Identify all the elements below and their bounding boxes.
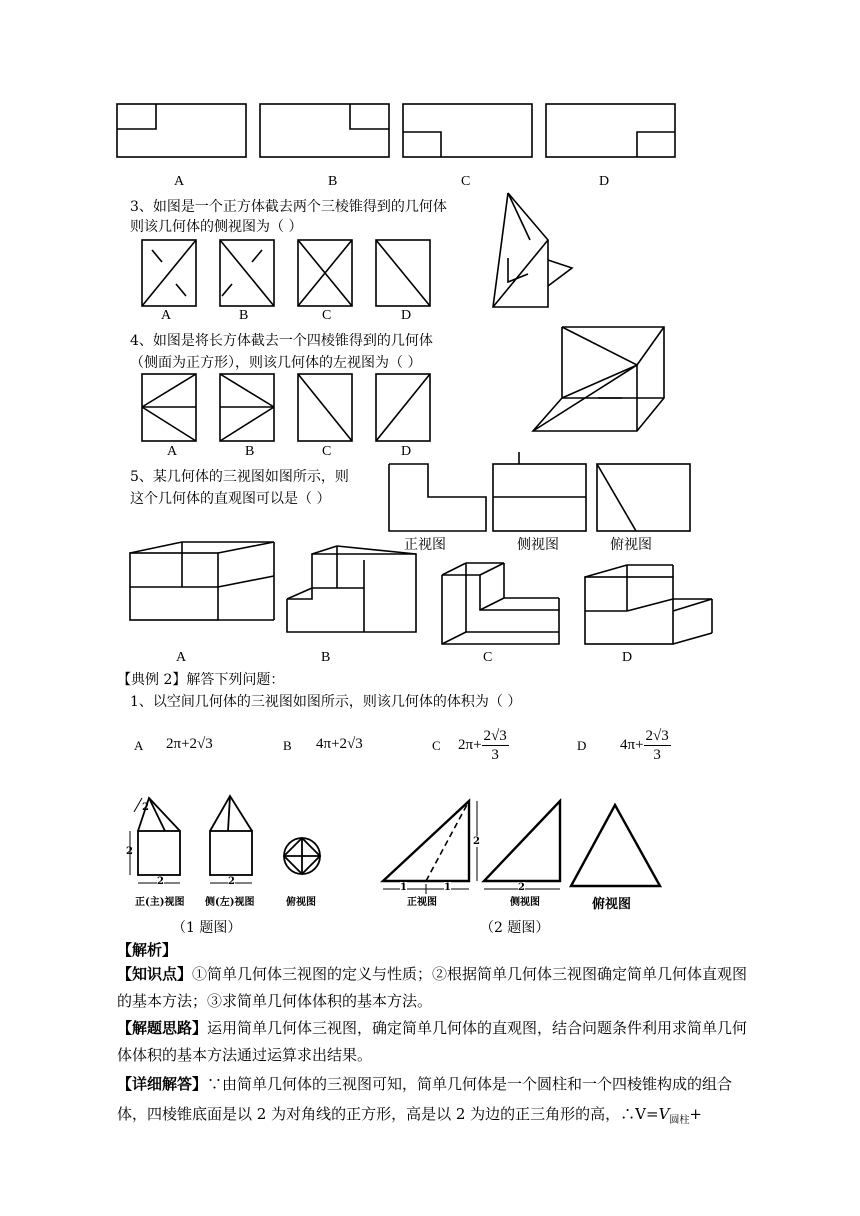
example2-question1: 1、以空间几何体的三视图如图所示，则该几何体的体积为（ ） <box>130 694 522 710</box>
solution-title: 【解析】 <box>117 941 178 959</box>
q3-option-a-figure <box>142 240 196 306</box>
q3-option-a-label: A <box>161 308 172 323</box>
fig1-top-view-label: 俯视图 <box>286 897 316 908</box>
q4-option-a-label: A <box>167 444 178 459</box>
detailed-answer-paragraph <box>117 1069 757 1136</box>
fig1-dim-side-width: 2 <box>228 876 235 887</box>
q4-option-d-label: D <box>401 444 412 459</box>
detail-plus: + <box>689 1105 702 1123</box>
fig2-dim-1-left: 1 <box>400 882 407 893</box>
q2-option-c-figure <box>403 104 532 157</box>
solution-idea-text: 运用简单几何体三视图，确定简单几何体的直观图，结合问题条件利用求简单几何体体积的基本方法通过运算求出结果。 <box>117 1019 748 1064</box>
q3-option-b-label: B <box>239 308 249 323</box>
volume-symbol: V <box>658 1105 670 1123</box>
q5-front-view-figure <box>389 464 486 531</box>
ex2-fig1-side-view <box>210 796 252 883</box>
q4-option-a-figure <box>142 374 196 441</box>
fig2-front-view-label: 正视图 <box>407 897 437 908</box>
knowledge-points-paragraph <box>117 961 757 1015</box>
choice-c-denominator: 3 <box>491 747 499 763</box>
q5-question-line1: 5、某几何体的三视图如图所示，则 <box>130 469 349 485</box>
fig1-caption: （1 题图） <box>172 920 242 936</box>
q5-side-view-label: 侧视图 <box>517 537 559 553</box>
detailed-answer-text: ∵由简单几何体的三视图可知，简单几何体是一个圆柱和一个四棱锥构成的组合体，四棱锥底面是以 2 为对角线的正方形，高是以 2 为边的正三角形的高，∴V= <box>117 1075 733 1123</box>
choice-d-numerator: 2√3 <box>645 728 669 744</box>
q4-option-b-figure <box>220 374 274 441</box>
choice-d-label: D <box>577 738 587 753</box>
example2-heading: 【典例 2】解答下列问题： <box>117 672 285 688</box>
q3-question-line2: 则该几何体的侧视图为（ ） <box>130 219 303 235</box>
q5-option-c-figure <box>442 563 559 644</box>
q5-option-c-label: C <box>483 650 493 665</box>
q5-option-a-label: A <box>176 650 187 665</box>
q4-option-c-label: C <box>322 444 332 459</box>
q5-question-line2: 这个几何体的直观图可以是（ ） <box>130 491 331 507</box>
q2-option-d-figure <box>546 104 675 157</box>
q2-option-b-figure <box>260 104 389 157</box>
knowledge-points-label: 【知识点】 <box>117 965 193 983</box>
fig2-dim-height: 2 <box>473 836 480 847</box>
q5-option-a-figure <box>130 542 274 620</box>
fig1-front-view-label: 正(主)视图 <box>135 897 185 908</box>
q3-question-line1: 3、如图是一个正方体截去两个三棱锥得到的几何体 <box>130 199 447 215</box>
q5-option-d-figure <box>585 565 712 644</box>
choice-d-denominator: 3 <box>653 747 661 763</box>
choice-d-expression <box>620 727 671 764</box>
q4-question-line1: 4、如图是将长方体截去一个四棱锥得到的几何体 <box>130 333 433 349</box>
ex2-fig1-front-view <box>130 798 180 883</box>
q3-solid-figure <box>493 193 572 307</box>
fig2-caption: （2 题图） <box>480 920 550 936</box>
q3-option-b-figure <box>220 240 274 306</box>
fig2-top-view-label: 俯视图 <box>592 897 632 912</box>
fig2-dim-1-right: 1 <box>444 882 451 893</box>
q5-side-view-figure <box>493 452 586 531</box>
detailed-answer-label: 【详细解答】 <box>117 1075 208 1093</box>
q3-option-c-figure <box>298 240 352 306</box>
q4-option-c-figure <box>298 374 352 441</box>
q2-option-c-label: C <box>461 174 471 189</box>
q5-option-b-figure <box>287 546 416 632</box>
fig1-dim-front-width: 2 <box>157 876 164 887</box>
choice-a-label: A <box>134 738 144 753</box>
choice-b-expression: 4π+2√3 <box>316 736 363 752</box>
ex2-fig2-top-view <box>571 805 660 886</box>
choice-b-label: B <box>283 738 292 753</box>
q5-top-view-label: 俯视图 <box>610 537 652 553</box>
choice-c-prefix: 2π+ <box>458 737 482 753</box>
q3-option-d-figure <box>376 240 430 306</box>
choice-c-label: C <box>432 738 441 753</box>
solution-idea-label: 【解题思路】 <box>117 1019 208 1037</box>
q5-option-d-label: D <box>622 650 633 665</box>
q4-option-d-figure <box>376 374 430 441</box>
q2-option-a-figure <box>117 104 246 157</box>
q5-top-view-figure <box>597 464 690 531</box>
q4-solid-figure <box>533 327 664 431</box>
fig2-side-view-label: 侧视图 <box>510 897 540 908</box>
choice-d-prefix: 4π+ <box>620 737 644 753</box>
q2-option-d-label: D <box>599 174 610 189</box>
q2-option-a-label: A <box>174 174 185 189</box>
knowledge-points-text: ①简单几何体三视图的定义与性质；②根据简单几何体三视图确定简单几何体直观图的基本方法；③求简单几何体体积的基本方法。 <box>117 965 748 1010</box>
q5-front-view-label: 正视图 <box>404 537 446 553</box>
q4-question-line2: （侧面为正方形），则该几何体的左视图为（ ） <box>130 355 422 371</box>
choice-a-expression: 2π+2√3 <box>166 736 213 752</box>
ex2-fig1-top-view <box>284 838 320 874</box>
q5-option-b-label: B <box>321 650 331 665</box>
q2-option-b-label: B <box>328 174 338 189</box>
choice-c-numerator: 2√3 <box>483 728 507 744</box>
fig1-dim-height: 2 <box>126 846 133 857</box>
q3-option-c-label: C <box>322 308 332 323</box>
q4-option-b-label: B <box>245 444 255 459</box>
solution-idea-paragraph <box>117 1015 757 1069</box>
fig1-side-view-label: 侧(左)视图 <box>205 897 255 908</box>
fig2-dim-side-width: 2 <box>518 882 525 893</box>
ex2-fig2-side-view <box>484 801 560 889</box>
fig1-dim-slant: 2 <box>142 802 149 813</box>
choice-c-expression <box>458 727 509 764</box>
q3-option-d-label: D <box>401 308 412 323</box>
ex2-fig2-front-view <box>383 801 477 894</box>
volume-subscript: 圆柱 <box>669 1115 690 1126</box>
